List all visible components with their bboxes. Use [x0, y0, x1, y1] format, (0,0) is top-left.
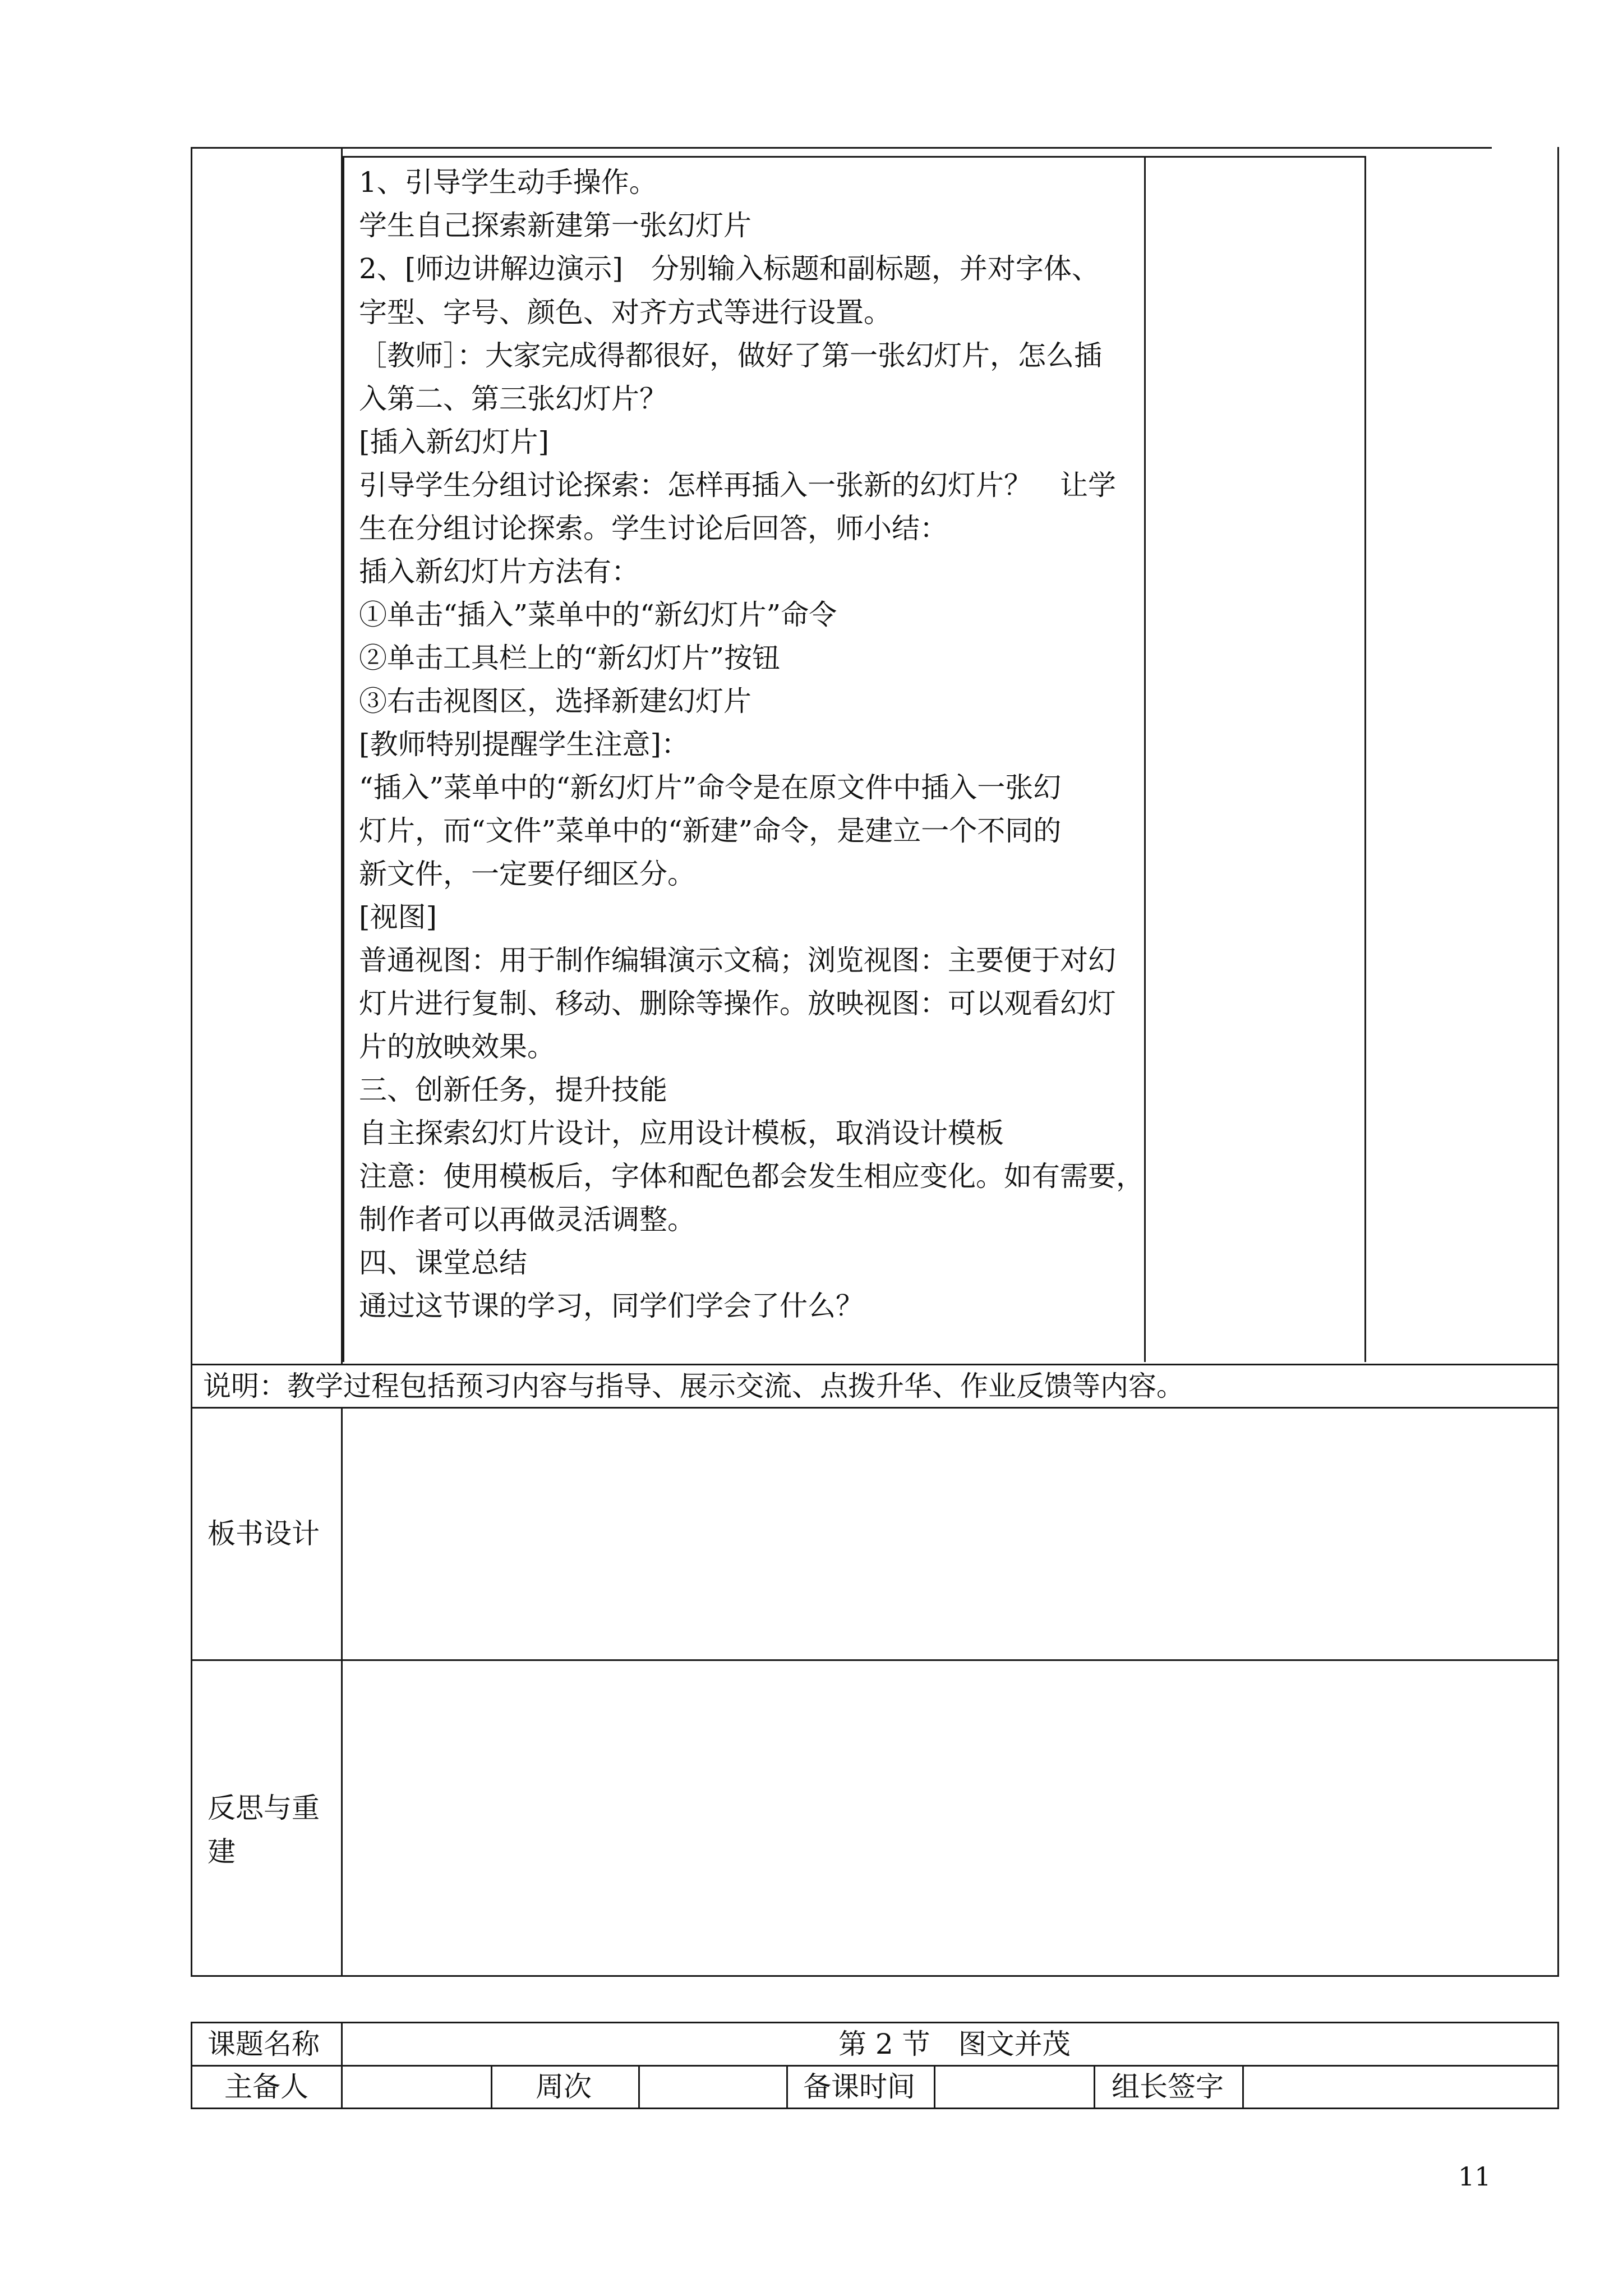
content-line: 1、引导学生动手操作。 — [359, 166, 657, 199]
content-line: 引导学生分组讨论探索：怎样再插入一张新的幻灯片？ 让学 — [359, 469, 1116, 501]
next-table-left — [191, 2022, 192, 2109]
content-line: 注意：使用模板后，字体和配色都会发生相应变化。如有需要， — [359, 1160, 1144, 1193]
header-rule — [191, 147, 1492, 149]
table-right-border — [1557, 147, 1559, 1977]
next-table-right — [1557, 2022, 1559, 2109]
next-table-top — [191, 2022, 1559, 2023]
content-line: 灯片，而“文件”菜单中的“新建”命令，是建立一个不同的 — [359, 815, 1062, 847]
next-table-col3 — [638, 2065, 640, 2109]
next-table-middle — [191, 2065, 1559, 2067]
content-line: ③右击视图区，选择新建幻灯片 — [359, 685, 751, 717]
next-table-col4 — [786, 2065, 788, 2109]
content-line: 新文件，一定要仔细区分。 — [359, 858, 695, 890]
content-line: ②单击工具栏上的“新幻灯片”按钮 — [359, 642, 781, 674]
next-table-col6 — [1094, 2065, 1095, 2109]
page-number: 11 — [1458, 2161, 1491, 2192]
content-box-top — [343, 156, 1366, 158]
content-line: ［教师］：大家完成得都很好，做好了第一张幻灯片，怎么插 — [359, 339, 1102, 372]
content-line: [教师特别提醒学生注意]： — [359, 728, 690, 761]
reflection-label-line2: 建 — [208, 1835, 236, 1868]
next-table-col5 — [934, 2065, 935, 2109]
content-line: 字型、字号、颜色、对齐方式等进行设置。 — [359, 296, 892, 329]
content-line: 制作者可以再做灵活调整。 — [359, 1203, 695, 1236]
next-table-col1 — [341, 2022, 343, 2109]
content-line: 四、课堂总结 — [359, 1246, 527, 1279]
content-line: 三、创新任务，提升技能 — [359, 1074, 667, 1106]
content-line: 普通视图：用于制作编辑演示文稿；浏览视图：主要便于对幻 — [359, 944, 1116, 977]
content-line: 生在分组讨论探索。学生讨论后回答，师小结： — [359, 512, 948, 545]
process-note: 说明：教学过程包括预习内容与指导、展示交流、点拨升华、作业反馈等内容。 — [203, 1370, 1184, 1402]
note-row-bottom — [191, 1407, 1559, 1409]
preparer-label: 主备人 — [224, 2070, 308, 2103]
content-line: 入第二、第三张幻灯片？ — [359, 383, 667, 415]
next-table-col7 — [1242, 2065, 1244, 2109]
content-line: ①单击“插入”菜单中的“新幻灯片”命令 — [359, 599, 837, 631]
content-line: 自主探索幻灯片设计，应用设计模板，取消设计模板 — [359, 1117, 1004, 1149]
next-table-bottom — [191, 2108, 1559, 2109]
content-line: 学生自己探索新建第一张幻灯片 — [359, 209, 751, 242]
content-line: 灯片进行复制、移动、删除等操作。放映视图：可以观看幻灯 — [359, 987, 1116, 1020]
reflection-label-line1: 反思与重 — [208, 1792, 320, 1824]
topic-value: 第 2 节 图文并茂 — [838, 2028, 1071, 2060]
next-table-col2 — [491, 2065, 492, 2109]
content-line: [插入新幻灯片] — [359, 426, 550, 458]
table-left-border — [191, 147, 192, 1977]
week-label: 周次 — [536, 2070, 592, 2103]
content-line: “插入”菜单中的“新幻灯片”命令是在原文件中插入一张幻 — [359, 771, 1062, 804]
prep-time-label: 备课时间 — [803, 2070, 915, 2103]
content-line: [视图] — [359, 901, 437, 933]
content-box-right — [1364, 156, 1366, 1362]
content-divider — [1144, 156, 1146, 1362]
table-bottom — [191, 1975, 1559, 1977]
board-row-bottom — [191, 1659, 1559, 1661]
board-design-label: 板书设计 — [208, 1517, 320, 1550]
content-box-left — [343, 156, 344, 1362]
leader-sign-label: 组长签字 — [1112, 2070, 1224, 2103]
note-row-top — [191, 1364, 1559, 1365]
content-line: 2、[师边讲解边演示] 分别输入标题和副标题，并对字体、 — [359, 252, 1100, 285]
label-column-divider-lower — [341, 1409, 343, 1977]
topic-label: 课题名称 — [208, 2028, 320, 2060]
content-line: 片的放映效果。 — [359, 1030, 555, 1063]
content-line: 插入新幻灯片方法有： — [359, 555, 639, 588]
content-line: 通过这节课的学习，同学们学会了什么？ — [359, 1290, 864, 1322]
